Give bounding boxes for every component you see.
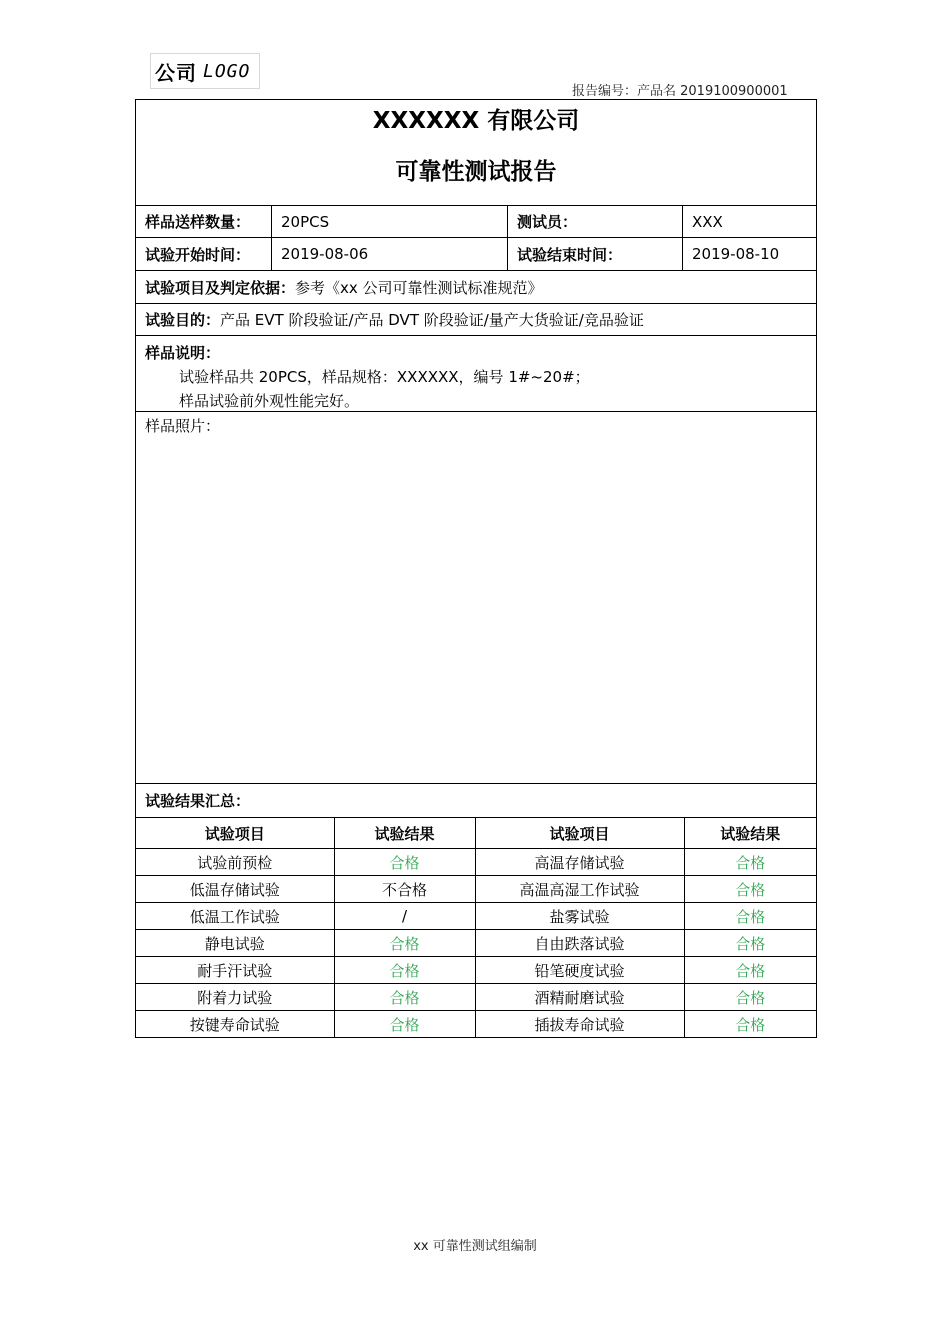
sample-description bbox=[136, 336, 816, 412]
table-row bbox=[136, 1011, 816, 1038]
test-result: 合格 bbox=[334, 1011, 475, 1038]
test-item: 低温工作试验 bbox=[136, 903, 334, 930]
table-row bbox=[136, 930, 816, 957]
end-time-value: 2019-08-10 bbox=[682, 238, 816, 270]
test-item: 附着力试验 bbox=[136, 984, 334, 1011]
test-result: 合格 bbox=[334, 984, 475, 1011]
tester-label: 测试员： bbox=[507, 206, 682, 237]
info-row-basis bbox=[136, 271, 816, 304]
results-summary-label: 试验结果汇总： bbox=[136, 784, 816, 818]
table-row bbox=[136, 903, 816, 930]
purpose-label: 试验目的： bbox=[145, 311, 221, 329]
sample-desc-line1: 试验样品共 20PCS，样品规格：XXXXXX，编号 1#~20#； bbox=[179, 368, 590, 386]
results-header-row bbox=[136, 818, 816, 849]
logo-text-cn: 公司 bbox=[155, 60, 197, 85]
basis-label: 试验项目及判定依据： bbox=[145, 278, 296, 297]
basis-cell bbox=[136, 271, 816, 303]
table-row bbox=[136, 849, 816, 876]
test-result: 合格 bbox=[684, 849, 816, 876]
title-block bbox=[136, 100, 816, 206]
test-item: 铅笔硬度试验 bbox=[475, 957, 684, 984]
test-item: 高温存储试验 bbox=[475, 849, 684, 876]
test-result: 合格 bbox=[684, 930, 816, 957]
table-row bbox=[136, 876, 816, 903]
test-result: 合格 bbox=[684, 876, 816, 903]
test-item: 自由跌落试验 bbox=[475, 930, 684, 957]
sample-desc-label: 样品说明： bbox=[145, 344, 221, 362]
end-time-label: 试验结束时间： bbox=[507, 238, 682, 270]
start-time-value: 2019-08-06 bbox=[271, 238, 507, 270]
basis-value: 参考《xx 公司可靠性测试标准规范》 bbox=[295, 278, 543, 297]
test-item: 低温存储试验 bbox=[136, 876, 334, 903]
test-item: 按键寿命试验 bbox=[136, 1011, 334, 1038]
purpose-value: 产品 EVT 阶段验证/产品 DVT 阶段验证/量产大货验证/竞品验证 bbox=[220, 311, 644, 329]
header-item-1: 试验项目 bbox=[136, 818, 334, 849]
header-result-1: 试验结果 bbox=[334, 818, 475, 849]
test-result: 合格 bbox=[334, 930, 475, 957]
footer-text: xx 可靠性测试组编制 bbox=[413, 1239, 537, 1254]
start-time-label: 试验开始时间： bbox=[145, 245, 251, 264]
sample-photo-area bbox=[136, 412, 816, 784]
company-name: XXXXXX 有限公司 bbox=[372, 108, 580, 134]
report-frame bbox=[135, 99, 817, 1038]
test-result: 不合格 bbox=[334, 876, 475, 903]
test-item: 静电试验 bbox=[136, 930, 334, 957]
header-item-2: 试验项目 bbox=[475, 818, 684, 849]
test-result: / bbox=[334, 903, 475, 930]
logo-text-en: LOGO bbox=[203, 60, 251, 82]
table-row bbox=[136, 957, 816, 984]
info-row-dates bbox=[136, 238, 816, 271]
test-item: 酒精耐磨试验 bbox=[475, 984, 684, 1011]
results-table bbox=[136, 818, 816, 1037]
company-logo bbox=[150, 53, 260, 89]
sample-qty-value: 20PCS bbox=[271, 206, 507, 237]
report-title: 可靠性测试报告 bbox=[395, 159, 557, 185]
test-result: 合格 bbox=[684, 1011, 816, 1038]
test-result: 合格 bbox=[684, 984, 816, 1011]
report-number: 报告编号：产品名 2019100900001 bbox=[572, 84, 788, 99]
sample-photo-label: 样品照片： bbox=[145, 417, 221, 435]
info-row-sample-tester bbox=[136, 206, 816, 238]
sample-desc-line2: 样品试验前外观性能完好。 bbox=[179, 392, 360, 410]
header-result-2: 试验结果 bbox=[684, 818, 816, 849]
test-result: 合格 bbox=[684, 903, 816, 930]
test-item: 试验前预检 bbox=[136, 849, 334, 876]
purpose-cell bbox=[136, 304, 816, 335]
test-result: 合格 bbox=[334, 849, 475, 876]
test-item: 插拔寿命试验 bbox=[475, 1011, 684, 1038]
test-result: 合格 bbox=[684, 957, 816, 984]
tester-value: XXX bbox=[682, 206, 816, 237]
test-item: 盐雾试验 bbox=[475, 903, 684, 930]
test-item: 高温高湿工作试验 bbox=[475, 876, 684, 903]
info-row-purpose bbox=[136, 304, 816, 336]
sample-qty-label: 样品送样数量： bbox=[145, 213, 251, 231]
test-result: 合格 bbox=[334, 957, 475, 984]
table-row bbox=[136, 984, 816, 1011]
test-item: 耐手汗试验 bbox=[136, 957, 334, 984]
